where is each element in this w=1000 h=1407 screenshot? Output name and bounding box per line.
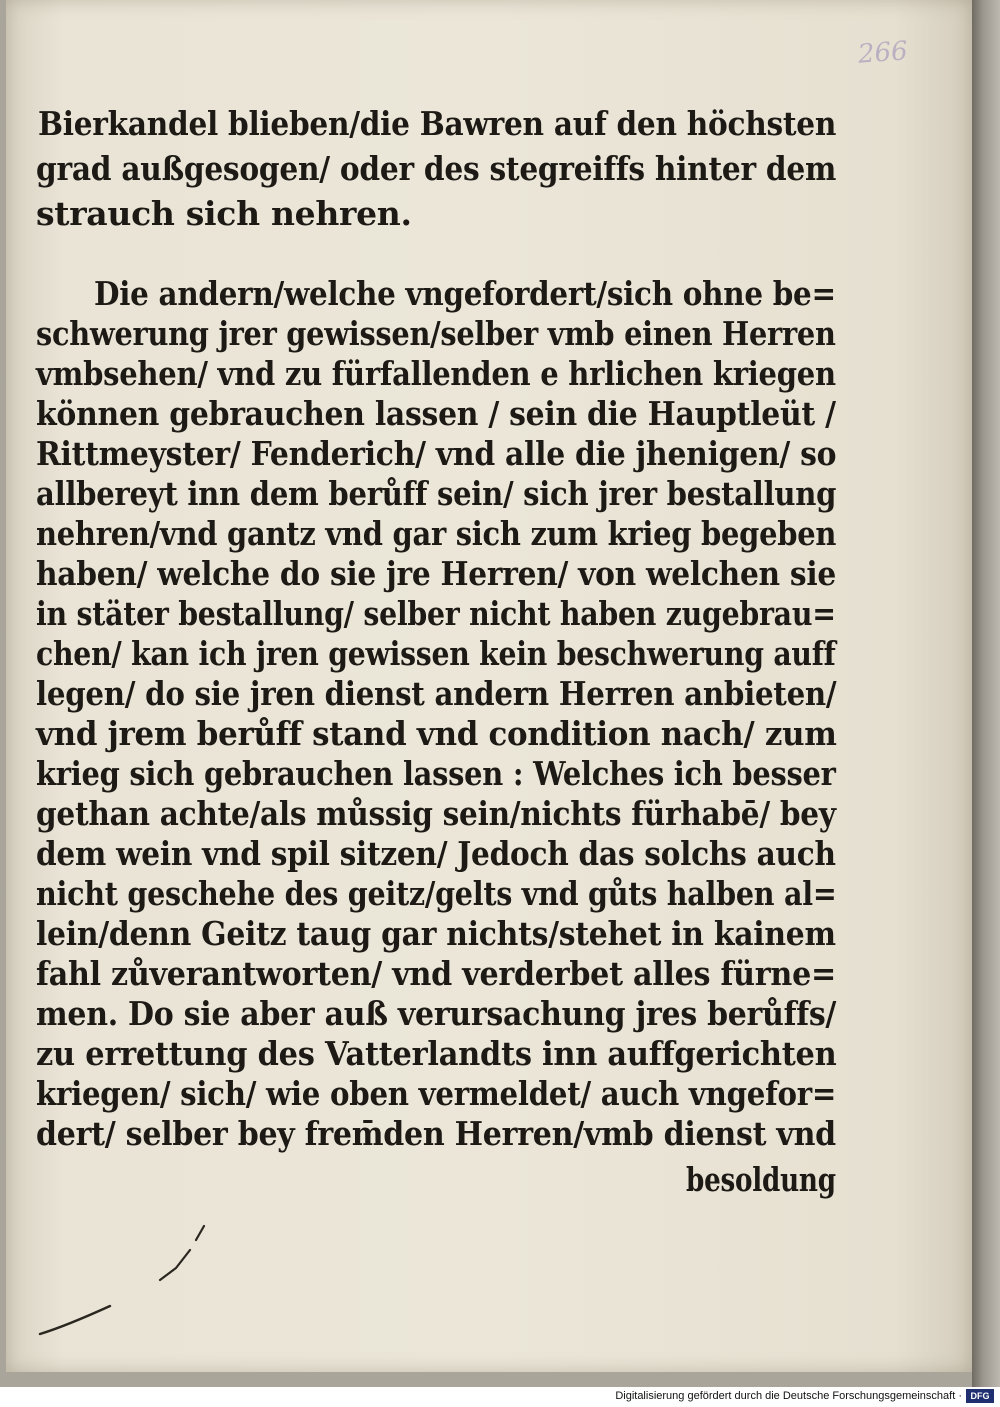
text-line: grad außgesogen/ oder des stegreiffs hinter dem [36,149,837,188]
text-line: nicht geschehe des geitz/gelts vnd gůts halben al= [36,874,837,913]
text-line: Rittmeyster/ Fenderich/ vnd alle die jhenigen/ so [36,434,837,473]
text-line: strauch sich nehren. [36,194,412,233]
text-line: können gebrauchen lassen / sein die Hauptleüt / [36,394,836,433]
text-line: in stäter bestallung/ selber nicht haben zugebrau= [36,594,836,633]
text-line: dert/ selber bey frem̄den Herren/vmb dienst vnd [36,1114,836,1153]
text-line: allbereyt inn dem berůff sein/ sich jrer bestallung [36,474,837,513]
folio-number: 266 [857,36,909,70]
catchword: besoldung [686,1160,836,1199]
text-line: men. Do sie aber auß verursachung jres berůffs/ [36,994,837,1033]
footer-credit: Digitalisierung gefördert durch die Deutsche Forschungsgemeinschaft · [615,1390,962,1402]
text-line: haben/ welche do sie jre Herren/ von welchen sie [36,554,836,593]
page-edge-shadow [972,0,1000,1387]
text-line: schwerung jrer gewissen/selber vmb einen Herren [36,314,836,353]
text-line: krieg sich gebrauchen lassen : Welches ich besser [36,754,836,793]
footer-bar [0,1387,1000,1407]
text-line: vmbsehen/ vnd zu fürfallenden e hrlichen kriegen [36,354,836,393]
text-line: dem wein vnd spil sitzen/ Jedoch das solchs auch [36,834,836,873]
text-line: fahl zůverantworten/ vnd verderbet alles fürne= [36,954,836,993]
text-line: kriegen/ sich/ wie oben vermeldet/ auch vngefor= [36,1074,837,1113]
dfg-logo: DFG [966,1389,994,1403]
text-line: Die andern/welche vngefordert/sich ohne be= [94,274,836,313]
pen-stroke-mark [36,1300,116,1340]
text-line: Bierkandel blieben/die Bawren auf den höchsten [38,104,837,143]
text-line: nehren/vnd gantz vnd gar sich zum krieg begeben [36,514,837,553]
text-line: lein/denn Geitz taug gar nichts/stehet in kainem [36,914,836,953]
text-line: legen/ do sie jren dienst andern Herren anbieten/ [36,674,837,713]
text-line: chen/ kan ich jren gewissen kein beschwerung auff [36,634,836,673]
pen-stroke-mark [146,1220,216,1290]
book-page [6,0,972,1372]
text-line: zu errettung des Vatterlandts inn auffgerichten [36,1034,837,1073]
text-line: gethan achte/als můssig sein/nichts fürhabē/ bey [36,794,836,833]
text-line: vnd jrem berůff stand vnd condition nach/ zum [36,714,837,753]
